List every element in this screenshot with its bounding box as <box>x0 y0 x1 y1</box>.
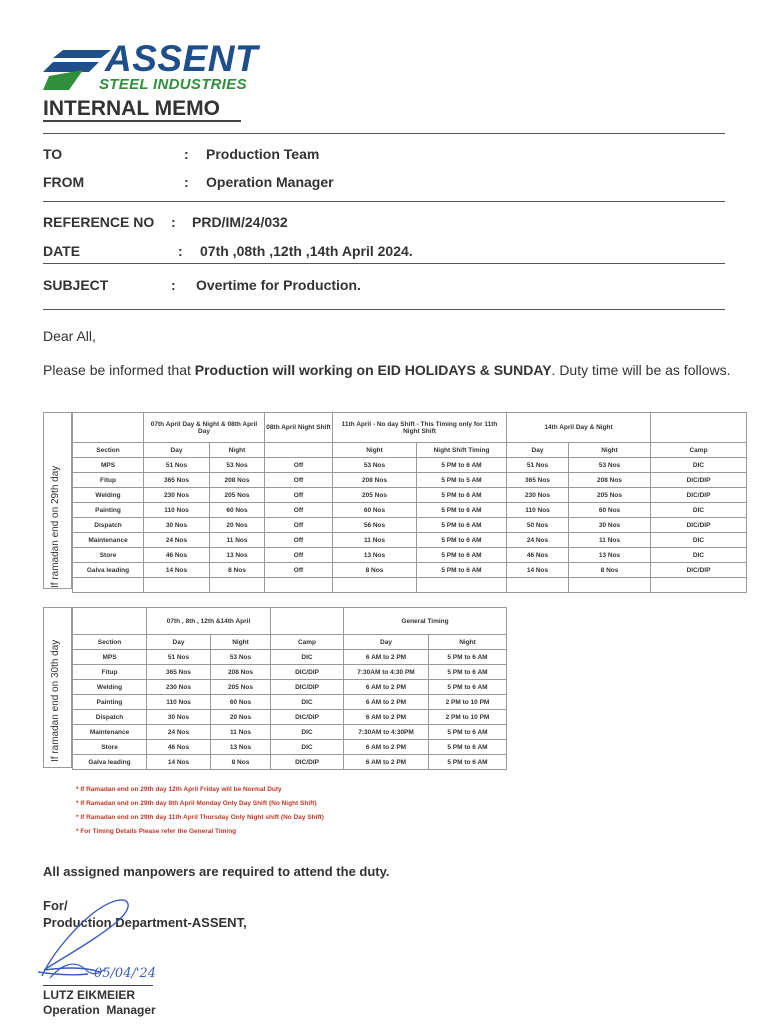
table-cell: DIC <box>651 458 747 473</box>
table-group-cell: 14th April Day & Night <box>507 413 651 443</box>
table-group-cell: 07th April Day & Night & 08th April Day <box>144 413 265 443</box>
table-cell: Off <box>265 473 333 488</box>
column-header: Section <box>73 443 144 458</box>
to-colon: : <box>184 146 189 162</box>
table-group-cell: General Timing <box>344 608 507 635</box>
table-cell: 24 Nos <box>507 533 569 548</box>
table-cell: 365 Nos <box>507 473 569 488</box>
table-cell: Off <box>265 548 333 563</box>
reference-colon: : <box>171 214 176 230</box>
table-cell <box>417 578 507 593</box>
table-cell: 205 Nos <box>210 488 265 503</box>
from-colon: : <box>184 174 189 190</box>
table-cell: 205 Nos <box>211 680 271 695</box>
table-row <box>73 518 747 533</box>
table-cell: DIC <box>271 740 344 755</box>
divider <box>43 201 725 202</box>
table-cell: DIC <box>271 650 344 665</box>
table-cell: DIC/DIP <box>651 473 747 488</box>
table-cell: 6 AM to 2 PM <box>344 650 429 665</box>
table-cell: 110 Nos <box>507 503 569 518</box>
table-cell: 5 PM to 5 AM <box>417 473 507 488</box>
table-group-header <box>73 413 747 443</box>
table-cell: 53 Nos <box>333 458 417 473</box>
table-cell: Off <box>265 488 333 503</box>
table-cell: Welding <box>73 680 147 695</box>
table-cell: DIC <box>651 548 747 563</box>
table-cell: DIC/DIP <box>651 488 747 503</box>
table-cell: DIC <box>271 725 344 740</box>
table-cell: 208 Nos <box>210 473 265 488</box>
table-cell: 60 Nos <box>569 503 651 518</box>
table-row <box>73 680 507 695</box>
table-cell: DIC/DIP <box>271 755 344 770</box>
table-cell: 5 PM to 6 AM <box>417 503 507 518</box>
table-cell: 53 Nos <box>211 650 271 665</box>
table-cell <box>271 608 344 635</box>
table-header-row <box>73 635 507 650</box>
table-cell: 50 Nos <box>507 518 569 533</box>
greeting: Dear All, <box>43 328 96 344</box>
table-cell: 205 Nos <box>569 488 651 503</box>
table-cell: DIC <box>271 695 344 710</box>
table-cell: 5 PM to 6 AM <box>417 488 507 503</box>
table-header-row <box>73 443 747 458</box>
table-cell: 8 Nos <box>569 563 651 578</box>
table-cell: 51 Nos <box>507 458 569 473</box>
table-cell: 8 Nos <box>211 755 271 770</box>
table-cell: DIC/DIP <box>271 665 344 680</box>
divider <box>43 133 725 134</box>
table-cell: 13 Nos <box>211 740 271 755</box>
table-cell: Off <box>265 458 333 473</box>
table-cell <box>507 578 569 593</box>
note-line: * If Ramadan end on 29th day 8th April Monday Only Day Shift (No Night Shift) <box>76 800 317 807</box>
table-cell: 7:30AM to 4:30PM <box>344 725 429 740</box>
signatory-name: LUTZ EIKMEIER <box>43 988 135 1002</box>
table-cell: 46 Nos <box>144 548 210 563</box>
subject-colon: : <box>171 277 176 293</box>
signatory-title: Operation Manager <box>43 1003 156 1017</box>
table-cell: 208 Nos <box>211 665 271 680</box>
table-cell: 60 Nos <box>333 503 417 518</box>
table-cell: 30 Nos <box>569 518 651 533</box>
table-cell: 8 Nos <box>333 563 417 578</box>
table-row <box>73 665 507 680</box>
column-header: Night <box>210 443 265 458</box>
table-row <box>73 458 747 473</box>
table-cell: 110 Nos <box>144 503 210 518</box>
column-header: Section <box>73 635 147 650</box>
table-cell: 5 PM to 6 AM <box>429 755 507 770</box>
note-line: * For Timing Details Please refer the General Timing <box>76 828 237 835</box>
table-cell: Off <box>265 518 333 533</box>
signature-date: 05/04/'24 <box>94 966 156 981</box>
department-line: Production Department-ASSENT, <box>43 915 247 930</box>
to-label: TO <box>43 146 63 162</box>
table-cell: 365 Nos <box>144 473 210 488</box>
table-cell: 5 PM to 6 AM <box>417 533 507 548</box>
table-cell: 13 Nos <box>569 548 651 563</box>
table-cell: 46 Nos <box>147 740 211 755</box>
table-cell: 5 PM to 6 AM <box>429 680 507 695</box>
logo-wordmark: ASSENT <box>105 38 259 79</box>
from-value: Operation Manager <box>206 174 334 190</box>
table-cell: 208 Nos <box>569 473 651 488</box>
table-cell <box>651 578 747 593</box>
reference-value: PRD/IM/24/032 <box>192 214 288 230</box>
table-cell: Welding <box>73 488 144 503</box>
to-value: Production Team <box>206 146 320 162</box>
table-cell: 30 Nos <box>147 710 211 725</box>
column-header: Night <box>333 443 417 458</box>
date-value: 07th ,08th ,12th ,14th April 2024. <box>200 243 413 259</box>
table2-side-label: If ramadan end on 30th day <box>50 639 61 762</box>
table-cell: 20 Nos <box>211 710 271 725</box>
table-cell: 53 Nos <box>569 458 651 473</box>
table-cell: Galva leading <box>73 755 147 770</box>
table-cell: 230 Nos <box>507 488 569 503</box>
table-row <box>73 473 747 488</box>
table-cell: DIC/DIP <box>651 518 747 533</box>
table-cell: 5 PM to 6 AM <box>417 518 507 533</box>
table-cell: Off <box>265 533 333 548</box>
table-cell: MPS <box>73 458 144 473</box>
table-cell: 230 Nos <box>147 680 211 695</box>
note-line: * If Ramadan end on 29th day 12th April Friday will be Normal Duty <box>76 786 282 793</box>
table-cell: DIC/DIP <box>271 710 344 725</box>
memo-title: INTERNAL MEMO <box>43 97 220 120</box>
table-cell: 11 Nos <box>210 533 265 548</box>
table-row <box>73 650 507 665</box>
table-group-cell: 08th April Night Shift <box>265 413 333 443</box>
divider <box>43 309 725 310</box>
table-cell: Galva leading <box>73 563 144 578</box>
reference-label: REFERENCE NO <box>43 214 155 230</box>
table-group-cell: 07th , 8th , 12th &14th April <box>147 608 271 635</box>
table-cell: 56 Nos <box>333 518 417 533</box>
table-cell: 11 Nos <box>333 533 417 548</box>
table-cell: 14 Nos <box>507 563 569 578</box>
table-cell <box>144 578 210 593</box>
table-cell: DIC <box>651 503 747 518</box>
table-cell: Dispatch <box>73 710 147 725</box>
closing-statement: All assigned manpowers are required to attend the duty. <box>43 864 390 879</box>
table-cell: 24 Nos <box>144 533 210 548</box>
table-cell: DIC/DIP <box>271 680 344 695</box>
table-cell: 5 PM to 6 AM <box>429 740 507 755</box>
table-cell: Painting <box>73 503 144 518</box>
table-row <box>73 488 747 503</box>
table-cell: 2 PM to 10 PM <box>429 695 507 710</box>
table-row <box>73 740 507 755</box>
table-cell <box>333 578 417 593</box>
date-label: DATE <box>43 243 81 259</box>
table-cell: 5 PM to 6 AM <box>417 458 507 473</box>
date-colon: : <box>178 243 183 259</box>
table-cell <box>73 608 147 635</box>
table-cell: Dispatch <box>73 518 144 533</box>
note-line: * If Ramadan end on 29th day 11th April Thursday Only Night shift (No Day Shift) <box>76 814 324 821</box>
table-cell <box>569 578 651 593</box>
table-cell: Off <box>265 563 333 578</box>
for-line: For/ <box>43 898 68 913</box>
table-cell <box>265 578 333 593</box>
company-logo <box>43 40 283 96</box>
schedule-table-30th <box>72 607 507 770</box>
table-cell: Store <box>73 740 147 755</box>
title-underline <box>43 120 241 122</box>
table-empty-row <box>73 578 747 593</box>
table-cell: 13 Nos <box>210 548 265 563</box>
table-cell: Store <box>73 548 144 563</box>
table-cell: Painting <box>73 695 147 710</box>
table-cell: 8 Nos <box>210 563 265 578</box>
table-cell: 53 Nos <box>210 458 265 473</box>
table-cell: 24 Nos <box>147 725 211 740</box>
table-row <box>73 563 747 578</box>
table-cell <box>73 413 144 443</box>
table-cell: 5 PM to 6 AM <box>429 650 507 665</box>
table-row <box>73 755 507 770</box>
column-header: Day <box>344 635 429 650</box>
table-cell: 60 Nos <box>210 503 265 518</box>
table-cell: 205 Nos <box>333 488 417 503</box>
intro-text: Please be informed that <box>43 362 195 378</box>
table-row <box>73 695 507 710</box>
column-header: Camp <box>271 635 344 650</box>
table-cell: 6 AM to 2 PM <box>344 755 429 770</box>
table-cell: 6 AM to 2 PM <box>344 710 429 725</box>
table-cell: 6 AM to 2 PM <box>344 680 429 695</box>
column-header <box>265 443 333 458</box>
logo-subtitle: STEEL INDUSTRIES <box>99 76 247 93</box>
divider <box>43 263 725 264</box>
intro-text-end: . Duty time will be as follows. <box>551 362 731 378</box>
intro-emphasis: Production will working on EID HOLIDAYS & SUNDAY <box>194 362 552 378</box>
table-cell: 11 Nos <box>569 533 651 548</box>
intro-paragraph <box>43 362 731 379</box>
table-cell: 7:30AM to 4:30 PM <box>344 665 429 680</box>
table-cell: 110 Nos <box>147 695 211 710</box>
column-header: Day <box>147 635 211 650</box>
column-header: Night <box>569 443 651 458</box>
table-cell: MPS <box>73 650 147 665</box>
table-cell: 365 Nos <box>147 665 211 680</box>
subject-value: Overtime for Production. <box>196 277 361 293</box>
table-cell: 11 Nos <box>211 725 271 740</box>
schedule-table-29th <box>72 412 747 593</box>
table-cell: 2 PM to 10 PM <box>429 710 507 725</box>
table-cell: 5 PM to 6 AM <box>429 665 507 680</box>
table-cell: 5 PM to 6 AM <box>417 563 507 578</box>
table-cell: Maintenance <box>73 533 144 548</box>
table-row <box>73 533 747 548</box>
table-cell: Fitup <box>73 665 147 680</box>
table-cell: Off <box>265 503 333 518</box>
signature-line <box>43 985 153 986</box>
from-label: FROM <box>43 174 85 190</box>
table-cell: 51 Nos <box>147 650 211 665</box>
table1-side-label: If ramadan end on 29th day <box>50 465 61 588</box>
table-cell: 14 Nos <box>147 755 211 770</box>
column-header: Night <box>429 635 507 650</box>
table-cell: 208 Nos <box>333 473 417 488</box>
table-cell <box>73 578 144 593</box>
column-header: Day <box>144 443 210 458</box>
table-cell: 5 PM to 6 AM <box>417 548 507 563</box>
table-cell <box>210 578 265 593</box>
table-group-cell: 11th April - No day Shift - This Timing only for 11th Night Shift <box>333 413 507 443</box>
table-group-header <box>73 608 507 635</box>
table-row <box>73 548 747 563</box>
column-header: Day <box>507 443 569 458</box>
table-cell: DIC/DIP <box>651 563 747 578</box>
table-cell: 6 AM to 2 PM <box>344 695 429 710</box>
table-cell: 14 Nos <box>144 563 210 578</box>
table-cell: DIC <box>651 533 747 548</box>
column-header: Night <box>211 635 271 650</box>
table-cell: 60 Nos <box>211 695 271 710</box>
column-header: Night Shift Timing <box>417 443 507 458</box>
subject-label: SUBJECT <box>43 277 109 293</box>
table-cell: 20 Nos <box>210 518 265 533</box>
table-row <box>73 503 747 518</box>
table-cell: 13 Nos <box>333 548 417 563</box>
table-row <box>73 725 507 740</box>
table-cell: 46 Nos <box>507 548 569 563</box>
column-header: Camp <box>651 443 747 458</box>
table-cell: 230 Nos <box>144 488 210 503</box>
table-cell: 30 Nos <box>144 518 210 533</box>
table-cell: 6 AM to 2 PM <box>344 740 429 755</box>
table-row <box>73 710 507 725</box>
table-cell: Maintenance <box>73 725 147 740</box>
table-cell: Fitup <box>73 473 144 488</box>
table-cell: 51 Nos <box>144 458 210 473</box>
table-group-cell <box>651 413 747 443</box>
table-cell: 5 PM to 6 AM <box>429 725 507 740</box>
